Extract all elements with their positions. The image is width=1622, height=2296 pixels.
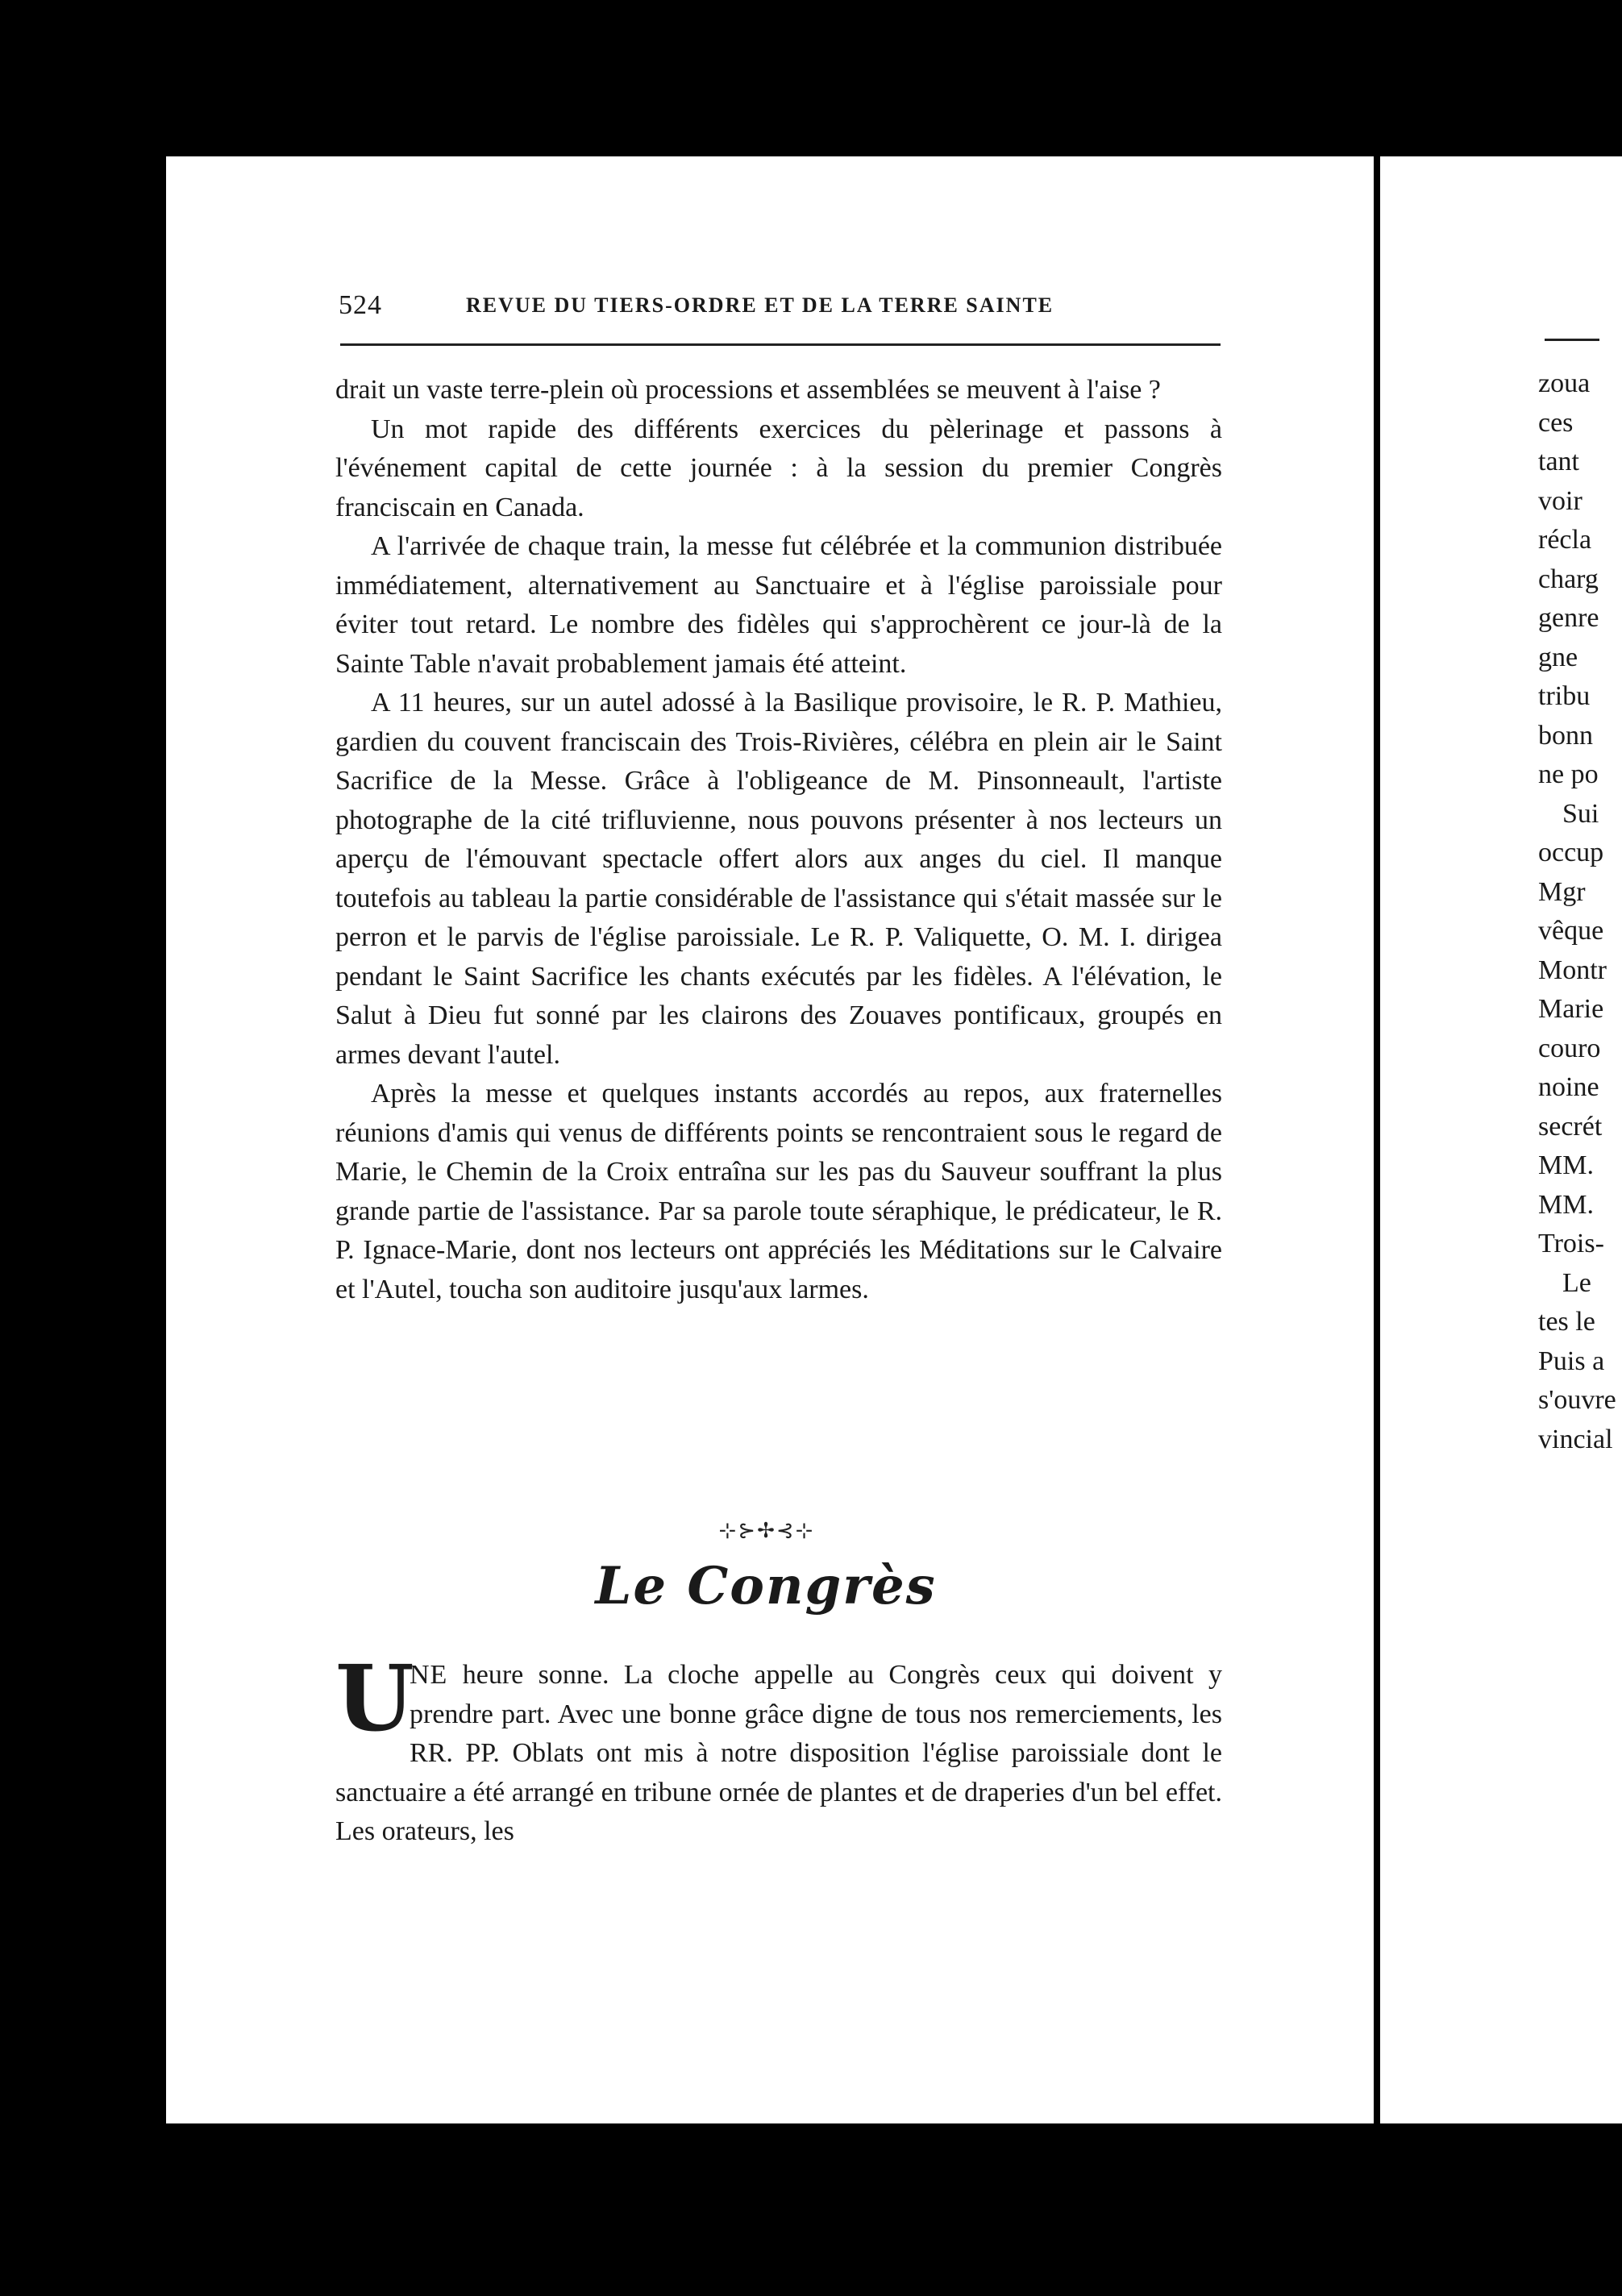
facing-line: Puis a [1538,1346,1605,1376]
facing-line: Montr [1538,955,1607,985]
facing-line: genre [1538,603,1599,633]
header-rule [340,343,1221,346]
facing-line: gne [1538,642,1578,672]
page-gutter [1374,156,1380,2123]
facing-rule [1545,339,1599,341]
facing-line: s'ouvre [1538,1385,1616,1415]
facing-line: Mgr [1538,876,1586,907]
paragraph: drait un vaste terre-plein où processions et assemblées se meuvent à l'aise ? [335,375,1161,405]
facing-line: occup [1538,838,1604,867]
facing-page-column [1538,364,1616,1459]
running-title: REVUE DU TIERS-ORDRE ET DE LA TERRE SAINTE [466,293,1054,317]
paragraph: A 11 heures, sur un autel adossé à la Basilique provisoire, le R. P. Mathieu, gardien du couvent franciscain des Trois-Rivières, célébra en plein air le Saint Sacrifice de la Messe. Grâce à l'obligeance de M. Pinsonneault, l'artiste photographe de la cité trifluvienne, nous pouvons présenter à nos lecteurs un aperçu de l'émouvant spectacle offert alors aux anges du ciel. Il manque toutefois au tableau la partie considérable de l'assistance qui s'était massée sur le perron et le parvis de l'église paroissiale. Le R. P. Valiquette, O. M. I. dirigea pendant le Saint Sacrifice les chants exécutés par les fidèles. A l'élévation, le Salut à Dieu fut sonné par les clairons des Zouaves pontificaux, groupés en armes devant l'autel. [335,688,1222,1070]
facing-line: tant [1538,447,1579,476]
facing-line: tribu [1538,681,1591,711]
facing-line: zoua [1538,368,1591,398]
facing-line: couro [1538,1033,1601,1063]
facing-line: Sui [1562,798,1599,829]
facing-line: récla [1538,525,1592,555]
facing-line: Le [1562,1267,1591,1298]
section-title: Le Congrès [595,1556,937,1616]
paragraph: Un mot rapide des différents exercices du pèlerinage et passons à l'événement capital de cette journée : à la session du premier Congrès franciscain en Canada. [335,414,1222,522]
page-number: 524 [339,290,382,320]
section-body [335,1646,1222,1852]
ornament-divider: ⊹⊱✢⊰⊹ [718,1519,815,1542]
facing-line: MM. [1538,1150,1594,1180]
facing-line: voir [1538,485,1582,516]
facing-line: ces [1538,407,1574,438]
facing-line: charg [1538,564,1599,594]
facing-line: noine [1538,1072,1599,1102]
facing-line: ne po [1538,759,1599,789]
body-text [335,371,1222,1309]
section-text: heure sonne. La cloche appelle au Congrès ceux qui doivent y prendre part. Avec une bonne grâce digne de tous nos remerciements, les RR. PP. Oblats ont mis à notre disposition l'église paroissiale dont le sanctuaire a été arrangé en tribune ornée de plantes et de draperies d'un bel effet. Les orateurs, les [335,1660,1222,1846]
facing-line: bonn [1538,720,1593,751]
paragraph: Après la messe et quelques instants accordés au repos, aux fraternelles réunions d'amis qui venus de différents points se rencontraient sous le regard de Marie, le Chemin de la Croix entraîna sur les pas du Sauveur souffrant la plus grande partie de l'assistance. Par sa parole toute séraphique, le prédicateur, le R. P. Ignace-Marie, dont nos lecteurs ont appréciés les Méditations sur le Calvaire et l'Autel, toucha son auditoire jusqu'aux larmes. [335,1079,1222,1304]
facing-line: secrét [1538,1111,1603,1142]
facing-line: MM. [1538,1189,1594,1220]
facing-line: Trois- [1538,1229,1604,1258]
paragraph: A l'arrivée de chaque train, la messe fut célébrée et la communion distribuée immédiatement, alternativement au Sanctuaire et à l'église paroissiale pour éviter tout retard. Le nombre des fidèles qui s'approchèrent ce jour-là de la Sainte Table n'avait probablement jamais été atteint. [335,531,1222,679]
facing-line: tes le [1538,1307,1595,1337]
first-word-rest: NE [410,1660,448,1690]
facing-line: Marie [1538,994,1604,1024]
drop-cap: U [335,1646,414,1752]
facing-line: vêque [1538,916,1604,946]
facing-line: vincial [1538,1424,1613,1454]
